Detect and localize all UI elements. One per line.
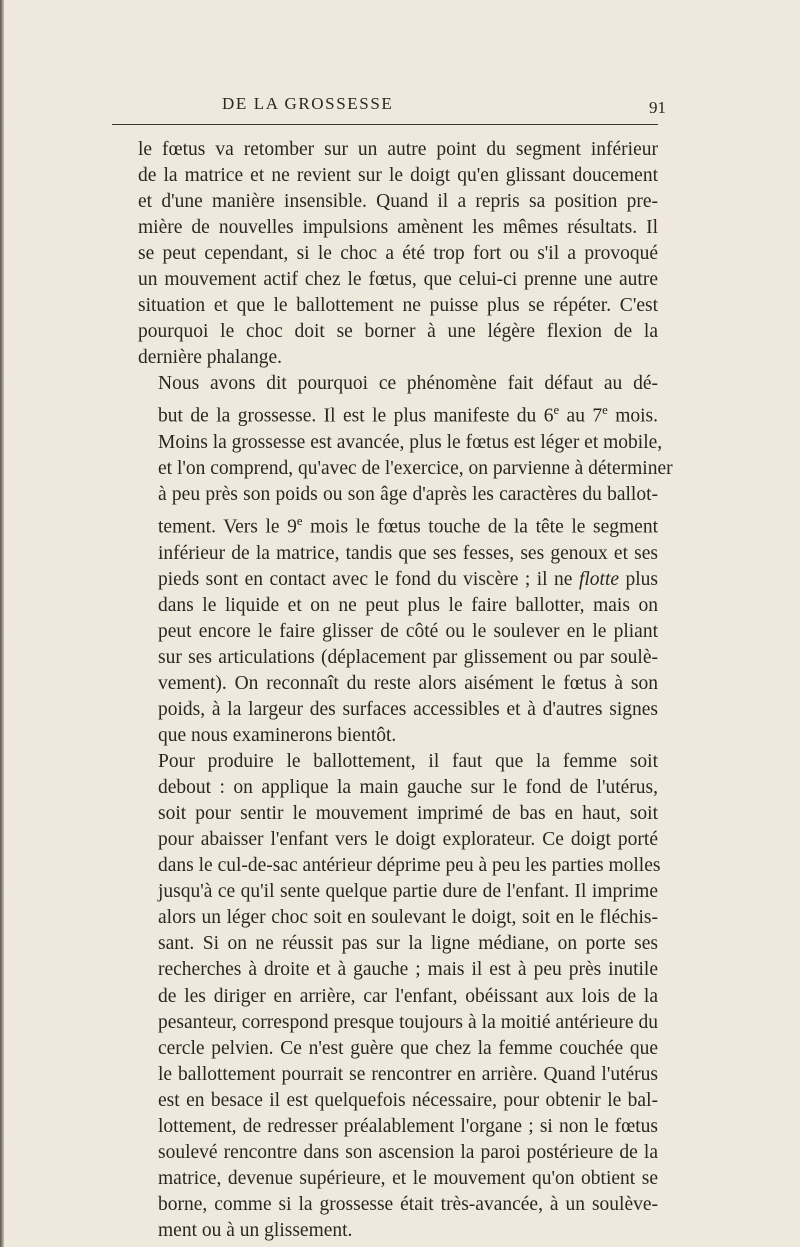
header-rule	[112, 124, 658, 125]
text-line: matrice, devenue supérieure, et le mouvement qu'on obtient se	[158, 1167, 658, 1189]
page-header	[0, 94, 800, 118]
text-line: cercle pelvien. Ce n'est guère que chez la femme couchée que	[158, 1037, 658, 1059]
text-line: recherches à droite et à gauche ; mais il est à peu près inutile	[158, 959, 658, 981]
text-line: le ballottement pourrait se rencontrer en arrière. Quand l'utérus	[158, 1063, 658, 1085]
page-edge	[0, 0, 4, 1247]
text-line: dans le cul-de-sac antérieur déprime peu à peu les parties molles	[158, 855, 661, 877]
text-line: se peut cependant, si le choc a été trop fort ou s'il a provoqué	[138, 243, 658, 265]
text-line: de la matrice et ne revient sur le doigt qu'en glissant doucement	[138, 165, 658, 187]
text-line: que nous examinerons bientôt.	[158, 725, 397, 747]
text-line: pesanteur, correspond presque toujours à la moitié antérieure du	[158, 1011, 658, 1033]
text-line: borne, comme si la grossesse était très-avancée, à un soulève-	[158, 1193, 658, 1215]
text-line: jusqu'à ce qu'il sente quelque partie dure de l'enfant. Il imprime	[158, 881, 658, 903]
paragraph-3	[138, 749, 661, 1244]
text-line: le fœtus va retomber sur un autre point du segment inférieur	[138, 139, 658, 160]
text-line: inférieur de la matrice, tandis que ses fesses, ses genoux et ses	[158, 542, 658, 564]
text-line: ment ou à un glissement.	[158, 1219, 353, 1241]
text-line: sant. Si on ne réussit pas sur la ligne médiane, on porte ses	[158, 933, 658, 955]
text-line: alors un léger choc soit en soulevant le doigt, soit en le fléchis-	[158, 907, 658, 929]
text-line: Pour produire le ballottement, il faut que la femme soit	[158, 751, 658, 773]
text-line: soulevé rencontre dans son ascension la paroi postérieure de la	[158, 1141, 658, 1163]
text-line: poids, à la largeur des surfaces accessibles et à d'autres signes	[158, 698, 658, 720]
text-line: vement). On reconnaît du reste alors aisément le fœtus à son	[158, 672, 658, 694]
text-line: Moins la grossesse est avancée, plus le fœtus est léger et mobile,	[158, 432, 663, 454]
text-line: but de la grossesse. Il est le plus manifeste du 6e au 7e mois.	[158, 403, 658, 427]
text-line: et d'une manière insensible. Quand il a repris sa position pre-	[138, 191, 658, 213]
running-head: DE LA GROSSESSE	[222, 94, 394, 113]
page-number: 91	[649, 98, 666, 117]
text-line: est en besace il est quelquefois nécessaire, pour obtenir le bal-	[158, 1089, 658, 1111]
text-line: Nous avons dit pourquoi ce phénomène fait défaut au dé-	[158, 373, 658, 395]
text-line: sur ses articulations (déplacement par glissement ou par soulè-	[158, 646, 658, 668]
text-line: à peu près son poids ou son âge d'après les caractères du ballot-	[158, 484, 658, 506]
text-line: soit pour sentir le mouvement imprimé de bas en haut, soit	[158, 803, 658, 825]
text-line: pour abaisser l'enfant vers le doigt explorateur. Ce doigt porté	[158, 829, 658, 851]
paragraph-1	[138, 137, 658, 371]
body-text	[138, 137, 673, 1244]
text-line: dans le liquide et on ne peut plus le faire ballotter, mais on	[158, 594, 658, 616]
text-line: peut encore le faire glisser de côté ou le soulever en le pliant	[158, 620, 658, 642]
text-line: et l'on comprend, qu'avec de l'exercice, on parvienne à déterminer	[158, 458, 673, 480]
text-line: debout : on applique la main gauche sur le fond de l'utérus,	[158, 777, 658, 799]
text-line: tement. Vers le 9e mois le fœtus touche de la tête le segment	[158, 514, 658, 538]
paragraph-2	[138, 371, 673, 749]
text-line: mière de nouvelles impulsions amènent les mêmes résultats. Il	[138, 217, 658, 239]
text-line: un mouvement actif chez le fœtus, que celui-ci prenne une autre	[138, 269, 658, 291]
text-line: pieds sont en contact avec le fond du viscère ; il ne flotte plus	[158, 568, 658, 590]
text-line: lottement, de redresser préalablement l'organe ; si non le fœtus	[158, 1115, 658, 1137]
text-line: situation et que le ballottement ne puisse plus se répéter. C'est	[138, 295, 658, 317]
text-line: de les diriger en arrière, car l'enfant, obéissant aux lois de la	[158, 985, 658, 1007]
text-line: pourquoi le choc doit se borner à une légère flexion de la	[138, 321, 658, 343]
text-line: dernière phalange.	[138, 347, 283, 369]
